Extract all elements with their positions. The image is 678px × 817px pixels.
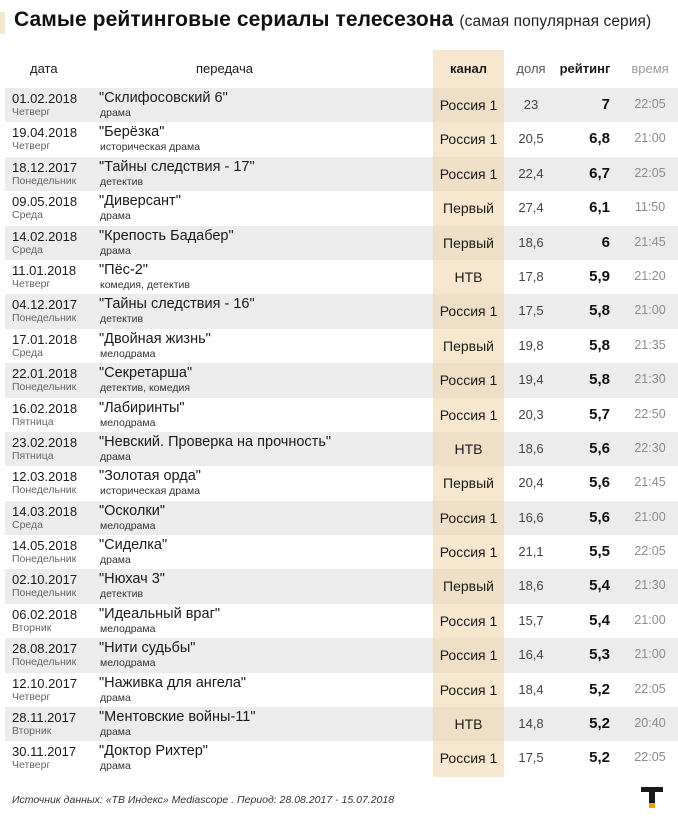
row-date: 02.10.2017: [12, 572, 78, 588]
row-share: 22,4: [518, 165, 544, 181]
row-weekday: Вторник: [12, 725, 52, 738]
row-weekday: Понедельник: [12, 656, 77, 669]
table-row: [0, 88, 678, 122]
row-genre: детектив: [100, 588, 144, 601]
row-show-title: "Тайны следствия - 17": [99, 158, 255, 175]
row-channel: Россия 1: [439, 303, 498, 320]
table-row: [0, 122, 678, 156]
row-rating: 5,3: [589, 646, 610, 664]
row-show-title: "Идеальный враг": [99, 605, 220, 622]
row-genre: детектив, комедия: [100, 382, 191, 395]
row-show-title: "Диверсант": [99, 193, 181, 210]
column-header-show: передача: [196, 61, 253, 76]
table-row: [0, 466, 678, 500]
table-row: [0, 741, 678, 775]
row-channel: Россия 1: [439, 750, 498, 767]
row-show-title: "Наживка для ангела": [99, 674, 247, 691]
row-genre: драма: [100, 210, 131, 223]
row-channel: НТВ: [454, 440, 483, 457]
row-channel: Россия 1: [439, 406, 498, 423]
t-logo-icon: [640, 785, 664, 809]
row-show-title: "Крепость Бадабер": [99, 227, 234, 244]
table-row: [0, 191, 678, 225]
row-show-title: "Тайны следствия - 16": [99, 296, 255, 313]
row-rating: 5,9: [589, 267, 610, 285]
row-rating: 5,4: [589, 577, 610, 595]
table-row: [0, 604, 678, 638]
row-date: 22.01.2018: [12, 366, 78, 382]
row-genre: мелодрама: [100, 657, 156, 670]
row-channel: Россия 1: [439, 372, 498, 389]
row-date: 14.02.2018: [12, 228, 78, 244]
row-genre: историческая драма: [100, 141, 201, 154]
title-text: Самые рейтинговые сериалы телесезона: [14, 8, 454, 31]
row-rating: 5,6: [589, 474, 610, 492]
row-share: 14,8: [518, 716, 544, 732]
row-weekday: Вторник: [12, 621, 52, 634]
row-channel: Первый: [443, 578, 494, 595]
row-weekday: Пятница: [12, 449, 54, 462]
page-title: [14, 8, 651, 32]
table-row: [0, 157, 678, 191]
row-genre: драма: [100, 450, 131, 463]
row-time: 22:50: [634, 406, 666, 421]
row-rating: 7: [601, 96, 610, 113]
row-time: 21:00: [634, 131, 666, 146]
row-channel: Россия 1: [439, 165, 498, 182]
row-date: 28.08.2017: [12, 641, 78, 657]
row-rating: 6: [601, 233, 610, 251]
table-row: [0, 260, 678, 294]
row-show-title: "Нюхач 3": [99, 571, 165, 588]
column-header-time: время: [631, 61, 669, 76]
row-channel: Россия 1: [439, 544, 498, 561]
row-channel: Россия 1: [439, 612, 498, 629]
row-share: 16,4: [518, 647, 544, 663]
row-share: 23: [523, 97, 539, 112]
row-channel: НТВ: [454, 716, 483, 733]
row-time: 21:00: [634, 303, 666, 318]
row-show-title: "Доктор Рихтер": [99, 743, 208, 760]
row-share: 16,6: [518, 509, 544, 525]
row-date: 23.02.2018: [12, 434, 78, 450]
row-time: 21:20: [634, 268, 666, 283]
row-time: 21:45: [634, 234, 666, 249]
table-row: [0, 638, 678, 672]
ratings-table: [0, 88, 678, 776]
table-row: [0, 363, 678, 397]
row-show-title: "Сиделка": [99, 537, 168, 554]
table-row: [0, 329, 678, 363]
page-subtitle: (самая популярная серия): [459, 13, 652, 30]
table-row: [0, 673, 678, 707]
row-show-title: "Осколки": [99, 502, 165, 519]
table-row: [0, 707, 678, 741]
row-date: 06.02.2018: [12, 606, 78, 622]
row-rating: 5,2: [589, 680, 610, 698]
row-weekday: Понедельник: [12, 174, 77, 187]
row-rating: 5,2: [589, 715, 610, 733]
row-share: 17,8: [518, 268, 544, 284]
row-share: 18,6: [518, 578, 544, 594]
row-date: 30.11.2017: [12, 744, 77, 760]
title-bar: [0, 0, 678, 44]
column-header-date: дата: [30, 61, 58, 76]
row-show-title: "Секретарша": [99, 365, 193, 382]
row-share: 17,5: [518, 750, 544, 766]
column-header-rating: рейтинг: [559, 61, 611, 76]
row-rating: 5,8: [589, 336, 610, 354]
row-time: 22:05: [634, 750, 666, 765]
row-date: 04.12.2017: [12, 297, 78, 313]
row-genre: историческая драма: [100, 485, 201, 498]
row-show-title: "Невский. Проверка на прочность": [99, 433, 332, 450]
row-channel: Россия 1: [439, 97, 498, 113]
row-date: 18.12.2017: [12, 159, 78, 175]
table-row: [0, 501, 678, 535]
row-share: 15,7: [518, 612, 544, 628]
row-genre: драма: [100, 107, 131, 119]
row-time: 21:35: [634, 337, 666, 352]
row-rating: 6,1: [589, 199, 610, 217]
row-weekday: Понедельник: [12, 484, 77, 497]
row-genre: драма: [100, 760, 131, 773]
row-show-title: "Лабиринты": [99, 399, 185, 416]
row-genre: мелодрама: [100, 519, 156, 532]
row-date: 28.11.2017: [12, 710, 77, 726]
row-rating: 6,7: [589, 164, 610, 182]
row-show-title: "Двойная жизнь": [99, 330, 211, 347]
row-weekday: Среда: [12, 518, 43, 531]
row-date: 17.01.2018: [12, 331, 78, 347]
row-time: 21:30: [634, 578, 666, 593]
row-weekday: Четверг: [12, 759, 51, 772]
row-weekday: Понедельник: [12, 587, 77, 600]
row-weekday: Понедельник: [12, 312, 77, 325]
row-channel: Россия 1: [439, 681, 498, 698]
row-genre: комедия, детектив: [100, 278, 191, 291]
row-date: 19.04.2018: [12, 125, 78, 141]
row-share: 20,5: [518, 131, 544, 147]
row-channel: Россия 1: [439, 131, 498, 148]
row-channel: Первый: [443, 337, 494, 354]
row-genre: детектив: [100, 175, 144, 188]
row-weekday: Четверг: [12, 106, 51, 118]
row-time: 21:00: [634, 612, 666, 627]
row-date: 09.05.2018: [12, 194, 78, 210]
row-share: 19,8: [518, 337, 544, 353]
row-share: 18,6: [518, 440, 544, 456]
row-channel: Первый: [443, 234, 494, 251]
row-genre: драма: [100, 244, 131, 257]
row-share: 17,5: [518, 303, 544, 319]
row-time: 21:00: [634, 509, 666, 524]
row-share: 27,4: [518, 200, 544, 216]
row-rating: 5,4: [589, 611, 610, 629]
row-share: 20,3: [518, 406, 544, 422]
row-genre: детектив: [100, 313, 144, 326]
row-show-title: "Золотая орда": [99, 468, 201, 485]
row-rating: 5,6: [589, 439, 610, 457]
row-date: 16.02.2018: [12, 400, 78, 416]
row-time: 21:45: [634, 475, 666, 490]
row-weekday: Понедельник: [12, 553, 77, 566]
row-rating: 6,8: [589, 130, 610, 148]
row-weekday: Пятница: [12, 415, 54, 428]
row-time: 22:05: [634, 681, 666, 696]
row-share: 21,1: [518, 544, 544, 560]
table-row: [0, 569, 678, 603]
row-channel: Россия 1: [439, 509, 498, 526]
table-row: [0, 398, 678, 432]
table-row: [0, 535, 678, 569]
column-header-share: доля: [516, 61, 546, 76]
table-row: [0, 432, 678, 466]
row-date: 11.01.2018: [12, 262, 77, 278]
row-genre: мелодрама: [100, 622, 156, 635]
row-share: 20,4: [518, 475, 544, 491]
row-genre: драма: [100, 726, 131, 739]
row-genre: драма: [100, 691, 131, 704]
row-weekday: Четверг: [12, 277, 51, 290]
row-weekday: Среда: [12, 243, 43, 256]
row-channel: Россия 1: [439, 647, 498, 664]
row-time: 22:05: [634, 544, 666, 559]
row-time: 11:50: [634, 200, 666, 215]
row-time: 22:05: [634, 97, 666, 111]
row-time: 20:40: [634, 716, 666, 731]
row-genre: драма: [100, 554, 131, 567]
row-time: 21:30: [634, 372, 666, 387]
row-weekday: Среда: [12, 346, 43, 359]
row-show-title: "Ментовские войны-11": [99, 709, 256, 726]
row-genre: мелодрама: [100, 416, 156, 429]
row-date: 01.02.2018: [12, 91, 78, 106]
row-share: 18,4: [518, 681, 544, 697]
row-weekday: Среда: [12, 209, 43, 222]
row-time: 22:05: [634, 165, 666, 180]
table-row: [0, 226, 678, 260]
row-channel: Первый: [443, 200, 494, 217]
row-show-title: "Пёс-2": [99, 261, 148, 278]
row-date: 14.03.2018: [12, 503, 78, 519]
row-rating: 5,8: [589, 371, 610, 389]
row-show-title: "Берёзка": [99, 124, 165, 141]
row-channel: НТВ: [454, 268, 483, 285]
row-channel: Первый: [443, 475, 494, 492]
row-date: 12.03.2018: [12, 469, 78, 485]
row-rating: 5,7: [589, 405, 610, 423]
row-weekday: Четверг: [12, 140, 51, 153]
row-time: 21:00: [634, 647, 666, 662]
column-header-channel: канал: [449, 61, 488, 76]
row-rating: 5,2: [589, 749, 610, 767]
table-row: [0, 294, 678, 328]
row-share: 18,6: [518, 234, 544, 250]
row-rating: 5,8: [589, 302, 610, 320]
row-weekday: Понедельник: [12, 381, 77, 394]
row-share: 19,4: [518, 372, 544, 388]
row-rating: 5,5: [589, 543, 610, 561]
row-date: 14.05.2018: [12, 538, 78, 554]
source-note: Источник данных: «ТВ Индекс» Mediascope . Период: 28.08.2017 - 15.07.2018: [12, 794, 395, 806]
row-weekday: Четверг: [12, 690, 51, 703]
row-date: 12.10.2017: [12, 675, 78, 691]
row-show-title: "Склифосовский 6": [99, 90, 228, 106]
title-accent-bar: [0, 12, 5, 34]
row-genre: мелодрама: [100, 347, 156, 360]
row-rating: 5,6: [589, 508, 610, 526]
row-show-title: "Нити судьбы": [99, 640, 196, 657]
row-time: 22:30: [634, 440, 666, 455]
